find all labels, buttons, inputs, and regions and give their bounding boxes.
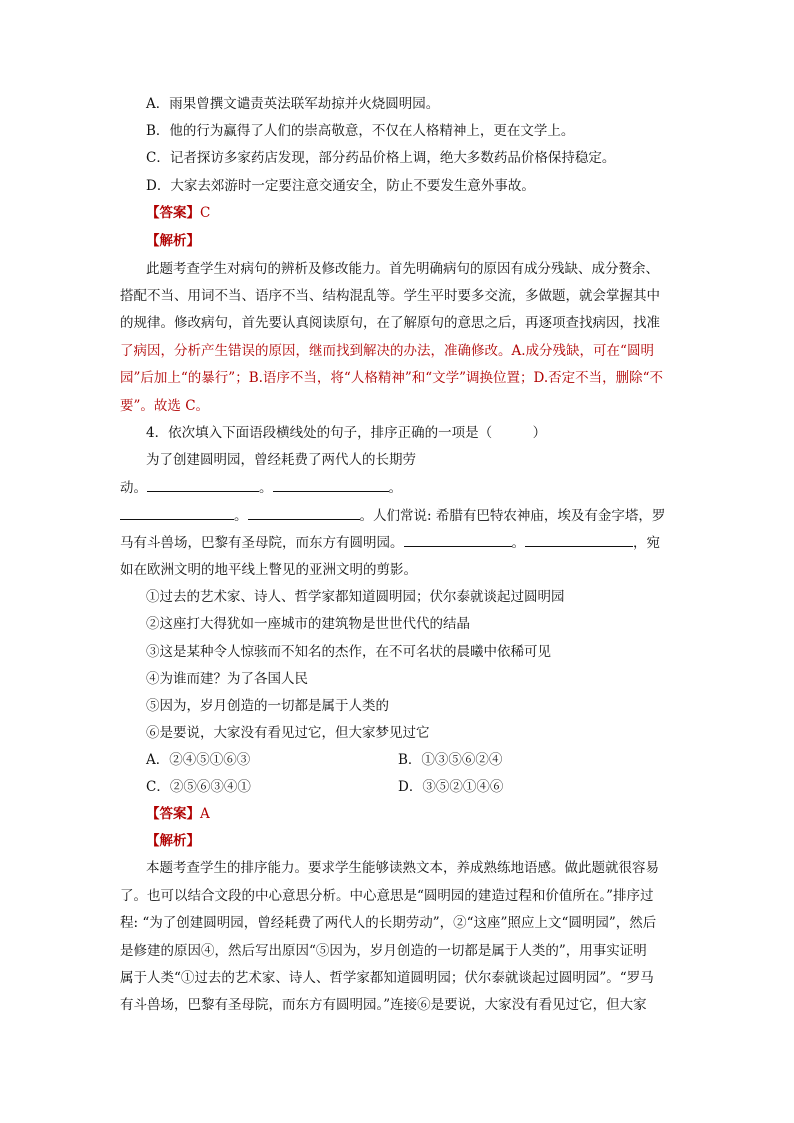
- q4-passage-line: 马有斗兽场，巴黎有圣母院，而东方有圆明园。 。 ，宛: [120, 535, 660, 551]
- answer-label: 【答案】: [146, 806, 200, 822]
- q3-analysis-line: 园”后加上“的暴行”；B.语序不当，将“人格精神”和“文学”调换位置；D.否定不当，删除“不: [120, 370, 664, 386]
- q4-passage-line: 。 。人们常说: 希腊有巴特农神庙，埃及有金字塔，罗: [120, 506, 665, 526]
- answer-value: C: [200, 205, 211, 221]
- q4-passage-line: 为了创建圆明园，曾经耗费了两代人的长期劳: [146, 452, 416, 468]
- q4-choice-b: B．①③⑤⑥②④: [398, 752, 503, 768]
- q3-analysis-line: 此题考查学生对病句的辨析及修改能力。首先明确病句的原因有成分残缺、成分赘余、: [146, 261, 659, 277]
- q4-analysis-label: 【解析】: [146, 833, 200, 849]
- q3-analysis-line: 的规律。修改病句，首先要认真阅读原句，在了解原句的意思之后，再逐项查找病因，找准: [120, 315, 660, 331]
- q4-analysis-line: 了。也可以结合文段的中心意思分析。中心意思是“圆明园的建造过程和价值所在。”排序过: [120, 888, 654, 904]
- answer-value: A: [200, 806, 210, 822]
- q3-answer: [146, 203, 210, 223]
- q4-choice-d: D．③⑤②①④⑥: [398, 779, 504, 795]
- blank-line: [147, 478, 259, 492]
- q3-option-c: C．记者探访多家药店发现，部分药品价格上调，绝大多数药品价格保持稳定。: [146, 150, 616, 166]
- q3-option-b: B．他的行为赢得了人们的崇高敬意，不仅在人格精神上，更在文学上。: [146, 123, 575, 139]
- q4-item: ①过去的艺术家、诗人、哲学家都知道圆明园；伏尔泰就谈起过圆明园: [146, 589, 565, 605]
- q4-analysis-line: 本题考查学生的排序能力。要求学生能够读熟文本，养成熟练地语感。做此题就很容易: [146, 860, 659, 876]
- q4-item: ②这座打大得犹如一座城市的建筑物是世世代代的结晶: [146, 616, 470, 632]
- q3-option-a: A．雨果曾撰文谴责英法联军劫掠并火烧圆明园。: [146, 96, 440, 112]
- q3-analysis-line: 了病因，分析产生错误的原因，继而找到解决的办法，准确修改。A.成分残缺，可在“圆明: [120, 343, 654, 359]
- q4-item: ③这是某种令人惊骇而不知名的杰作，在不可名状的晨曦中依稀可见: [146, 644, 551, 660]
- q4-item: ⑤因为，岁月创造的一切都是属于人类的: [146, 698, 389, 714]
- q4-choices-row-1: [146, 750, 646, 770]
- blank-line: [525, 533, 633, 547]
- q3-analysis-line: 搭配不当、用词不当、语序不当、结构混乱等。学生平时要多交流，多做题，就会掌握其中: [120, 288, 660, 304]
- blank-line: [273, 478, 389, 492]
- q4-item: ④为谁而建？为了各国人民: [146, 671, 308, 687]
- q4-stem: 4．依次填入下面语段横线处的句子，排序正确的一项是（ ）: [146, 425, 547, 441]
- q3-analysis-line: 要”。故选 C。: [120, 398, 210, 414]
- q3-analysis-label: 【解析】: [146, 233, 200, 249]
- answer-label: 【答案】: [146, 205, 200, 221]
- q4-passage-line: 如在欧洲文明的地平线上瞥见的亚洲文明的剪影。: [120, 562, 417, 578]
- q4-choice-c: C．②⑤⑥③④①: [146, 779, 251, 795]
- blank-line: [120, 506, 234, 520]
- q4-analysis-line: 属于人类“①过去的艺术家、诗人、哲学家都知道圆明园；伏尔泰就谈起过圆明园”。“罗马: [120, 970, 654, 986]
- q4-choice-a: A．②④⑤①⑥③: [146, 752, 251, 768]
- q4-analysis-line: 程: “为了创建圆明园，曾经耗费了两代人的长期劳动”，②“这座”照应上文“圆明园”，然后: [120, 915, 657, 931]
- blank-line: [248, 506, 360, 520]
- q4-passage-line: 动。 。 。: [120, 480, 402, 496]
- blank-line: [404, 533, 512, 547]
- q4-choices-row-2: [146, 777, 646, 797]
- q4-answer: [146, 804, 210, 824]
- q4-analysis-line: 是修建的原因④，然后写出原因“⑤因为，岁月创造的一切都是属于人类的”，用事实证明: [120, 943, 647, 959]
- q3-option-d: D．大家去郊游时一定要注意交通安全，防止不要发生意外事故。: [146, 178, 535, 194]
- q4-item: ⑥是要说，大家没有看见过它，但大家梦见过它: [146, 725, 430, 741]
- q4-analysis-line: 有斗兽场，巴黎有圣母院，而东方有圆明园。”连接⑥是要说，大家没有看见过它，但大家: [120, 997, 647, 1013]
